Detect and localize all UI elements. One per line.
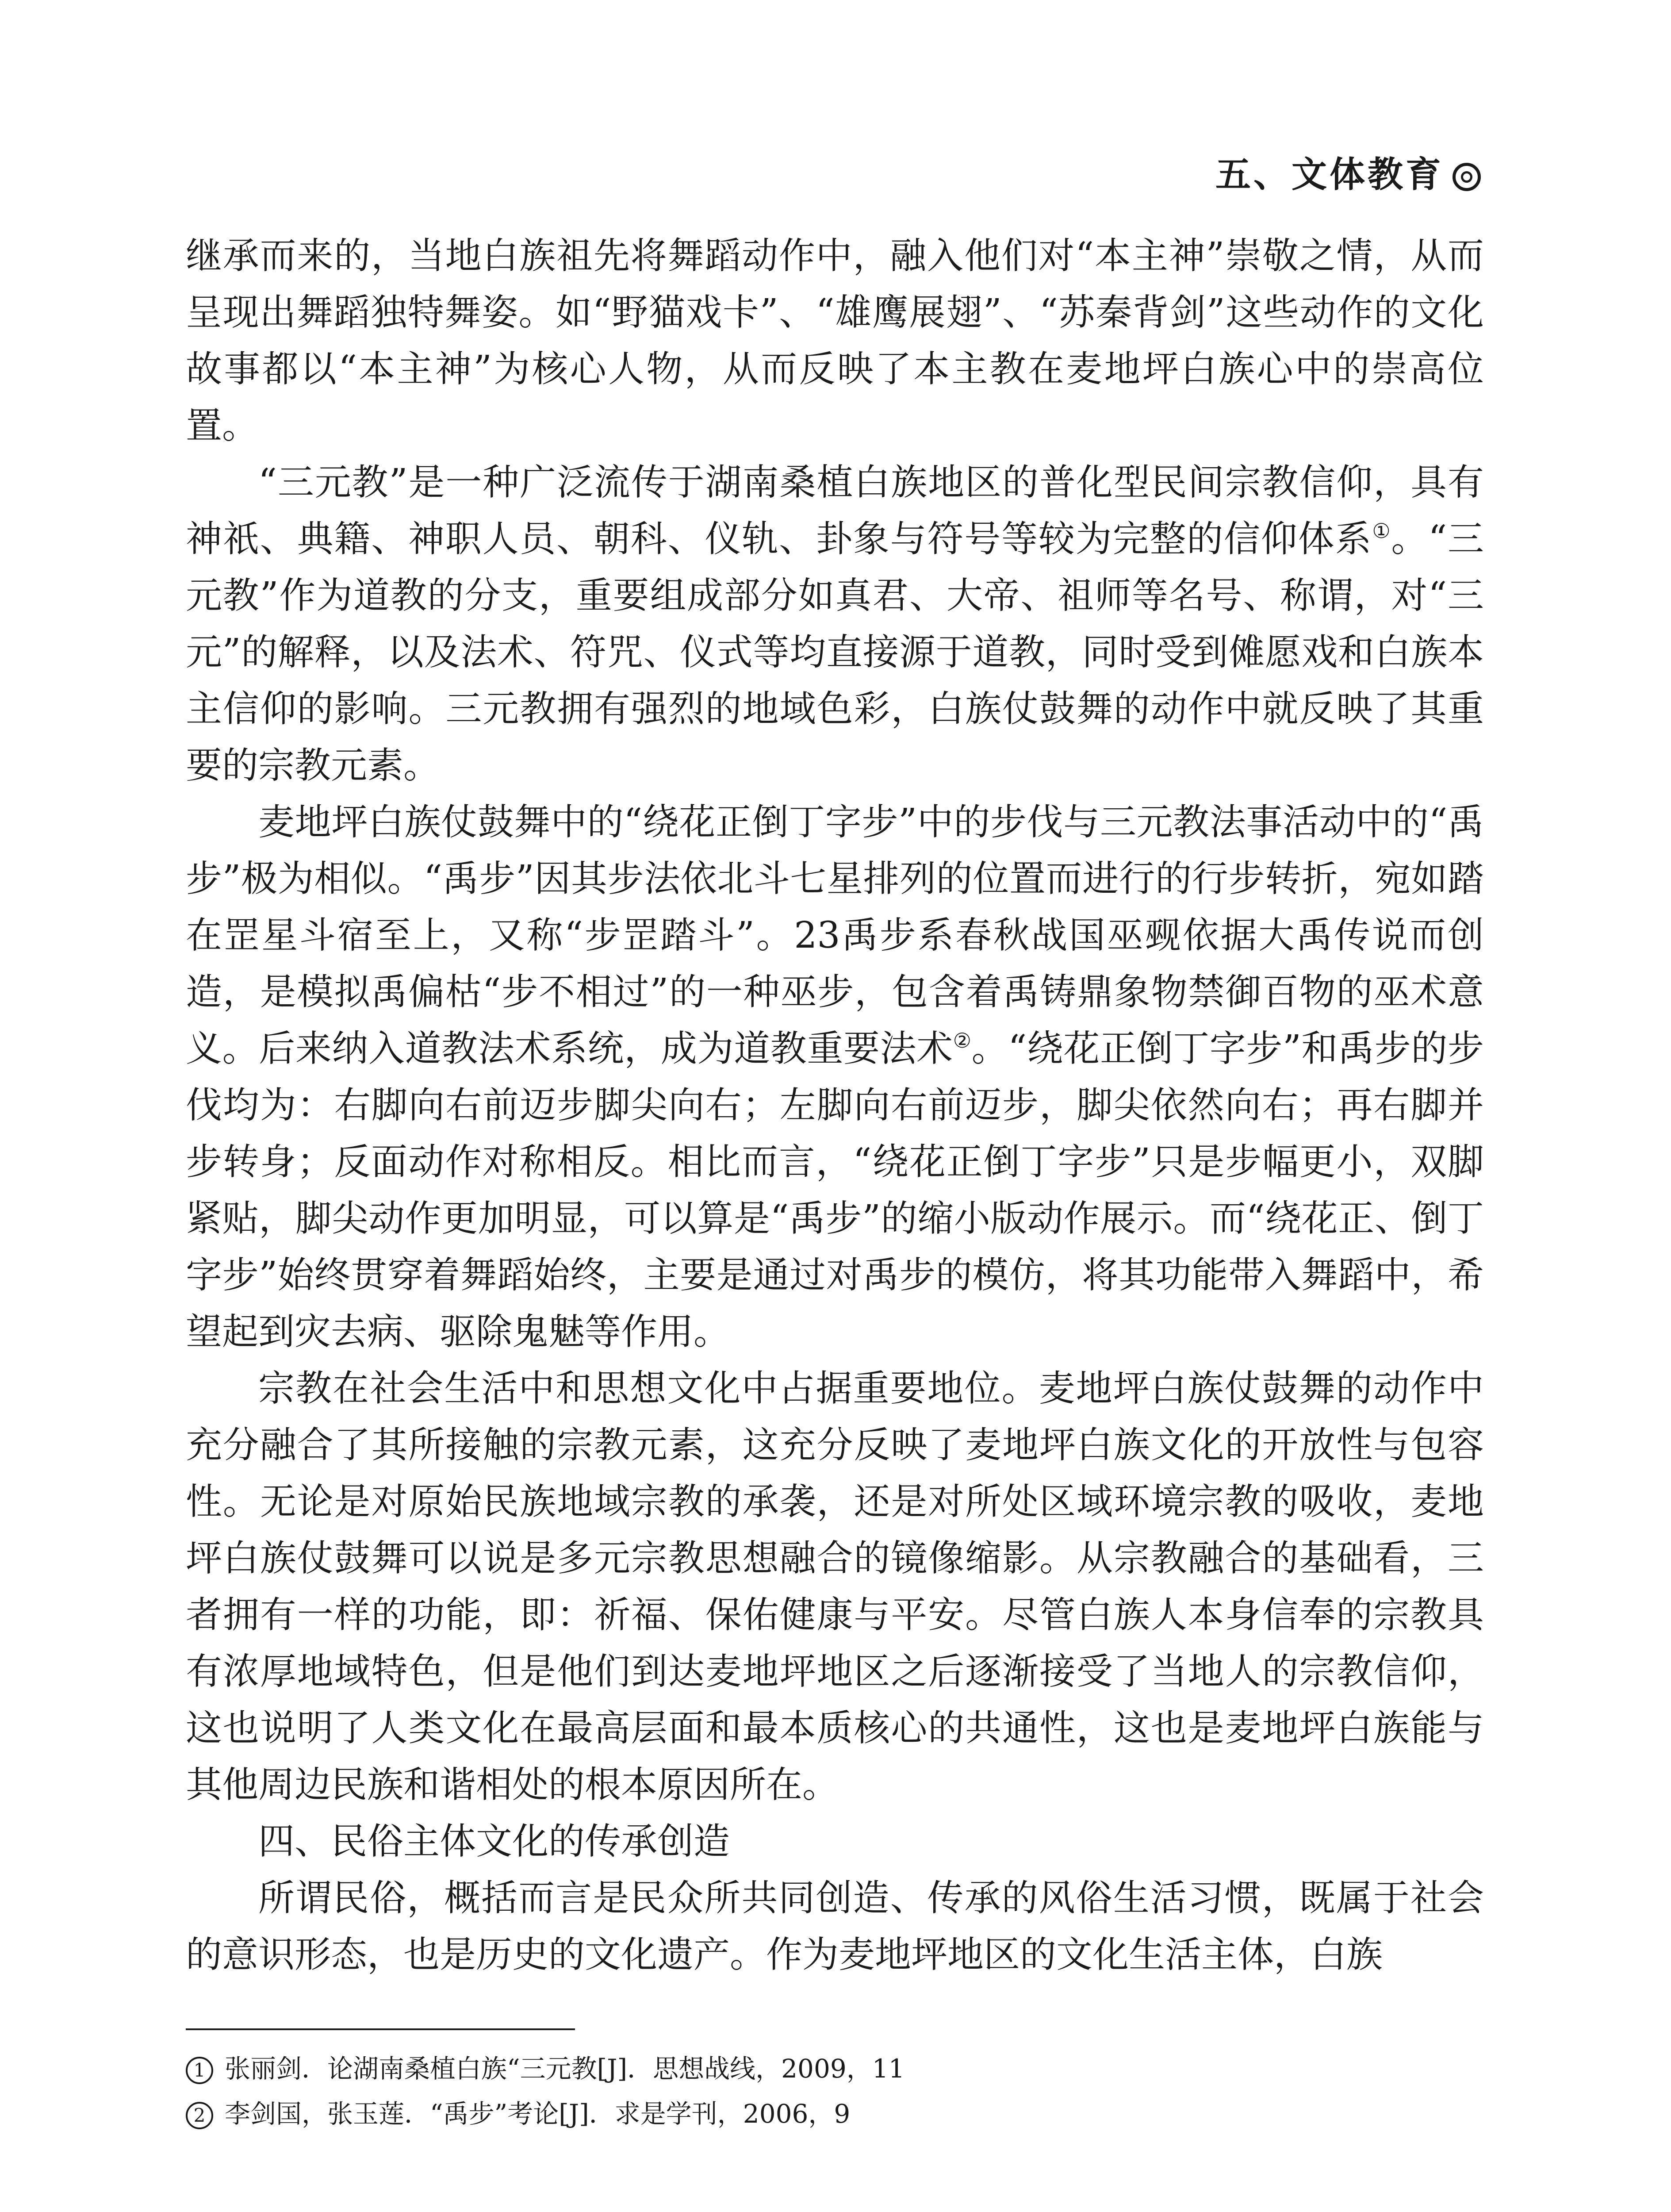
section-title: 五、文体教育 [1215, 154, 1444, 195]
body-text [186, 228, 1484, 1983]
footnote-circle-mark: 2 [186, 2102, 213, 2129]
header-circle-ornament-icon [1453, 163, 1481, 191]
paragraph-sanyuan-intro [186, 454, 1484, 794]
paragraph-folklore: 所谓民俗，概括而言是民众所共同创造、传承的风俗生活习惯，既属于社会的意识形态，也是历史的文化遗产。作为麦地坪地区的文化生活主体，白族 [186, 1877, 1484, 1976]
paragraph-end-mark: 。 [971, 1028, 1008, 1070]
footnote-text: 张丽剑．论湖南桑植白族“三元教[J]．思想战线，2009，11 [225, 2054, 905, 2084]
paragraph-text: 麦地坪白族仗鼓舞中的“绕花正倒丁字步”中的步伐与三元教法事活动中的“禹步”极为相似。“禹步”因其步法依北斗七星排列的位置而进行的行步转折，宛如踏在罡星斗宿至上，又称“步罡踏斗”。23禹步系春秋战国巫觋依据大禹传说而创造，是模拟禹偏枯“步不相过”的一种巫步，包含着禹铸鼎象物禁御百物的巫术意义。后来纳入道教法术系统，成为道教重要法术 [186, 801, 1484, 1070]
footnote-item [186, 2046, 1484, 2091]
footnote-reference-2: ② [953, 1029, 972, 1052]
footnote-reference-1: ① [1372, 519, 1391, 543]
footnote-divider [186, 2028, 575, 2030]
running-header [1215, 146, 1481, 197]
paragraph-continued: 继承而来的，当地白族祖先将舞蹈动作中，融入他们对“本主神”崇敬之情，从而呈现出舞蹈独特舞姿。如“野猫戏卡”、“雄鹰展翅”、“苏秦背剑”这些动作的文化故事都以“本主神”为核心人物，从而反映了本主教在麦地坪白族心中的崇高位置。 [186, 235, 1484, 447]
paragraph-yubu [186, 794, 1484, 1360]
footnote-text: 李剑国，张玉莲．“禹步”考论[J]．求是学刊，2006，9 [225, 2099, 851, 2129]
paragraph-end-mark: 。 [1391, 518, 1429, 560]
footnote-item [186, 2091, 1484, 2136]
paragraph-text-cont: “三元教”作为道教的分支，重要组成部分如真君、大帝、祖师等名号、称谓，对“三元”的解释，以及法术、符咒、仪式等均直接源于道教，同时受到傩愿戏和白族本主信仰的影响。三元教拥有强烈的地域色彩，白族仗鼓舞的动作中就反映了其重要的宗教元素。 [186, 518, 1484, 787]
footnote-circle-mark: 1 [186, 2057, 213, 2084]
footnotes [186, 2046, 1484, 2136]
paragraph-text: “三元教”是一种广泛流传于湖南桑植白族地区的普化型民间宗教信仰，具有神祇、典籍、神职人员、朝科、仪轨、卦象与符号等较为完整的信仰体系 [186, 461, 1484, 560]
paragraph-religion: 宗教在社会生活中和思想文化中占据重要地位。麦地坪白族仗鼓舞的动作中充分融合了其所接触的宗教元素，这充分反映了麦地坪白族文化的开放性与包容性。无论是对原始民族地域宗教的承袭，还是对所处区域环境宗教的吸收，麦地坪白族仗鼓舞可以说是多元宗教思想融合的镜像缩影。从宗教融合的基础看，三者拥有一样的功能，即：祈福、保佑健康与平安。尽管白族人本身信奉的宗教具有浓厚地域特色，但是他们到达麦地坪地区之后逐渐接受了当地人的宗教信仰，这也说明了人类文化在最高层面和最本质核心的共通性，这也是麦地坪白族能与其他周边民族和谐相处的根本原因所在。 [186, 1367, 1484, 1806]
section-heading: 四、民俗主体文化的传承创造 [258, 1820, 730, 1863]
paragraph-text-cont: “绕花正倒丁字步”和禹步的步伐均为：右脚向右前迈步脚尖向右；左脚向右前迈步，脚尖依然向右；再右脚并步转身；反面动作对称相反。相比而言，“绕花正倒丁字步”只是步幅更小，双脚紧贴，脚尖动作更加明显，可以算是“禹步”的缩小版动作展示。而“绕花正、倒丁字步”始终贯穿着舞蹈始终，主要是通过对禹步的模仿，将其功能带入舞蹈中，希望起到灾去病、驱除鬼魅等作用。 [186, 1028, 1484, 1353]
